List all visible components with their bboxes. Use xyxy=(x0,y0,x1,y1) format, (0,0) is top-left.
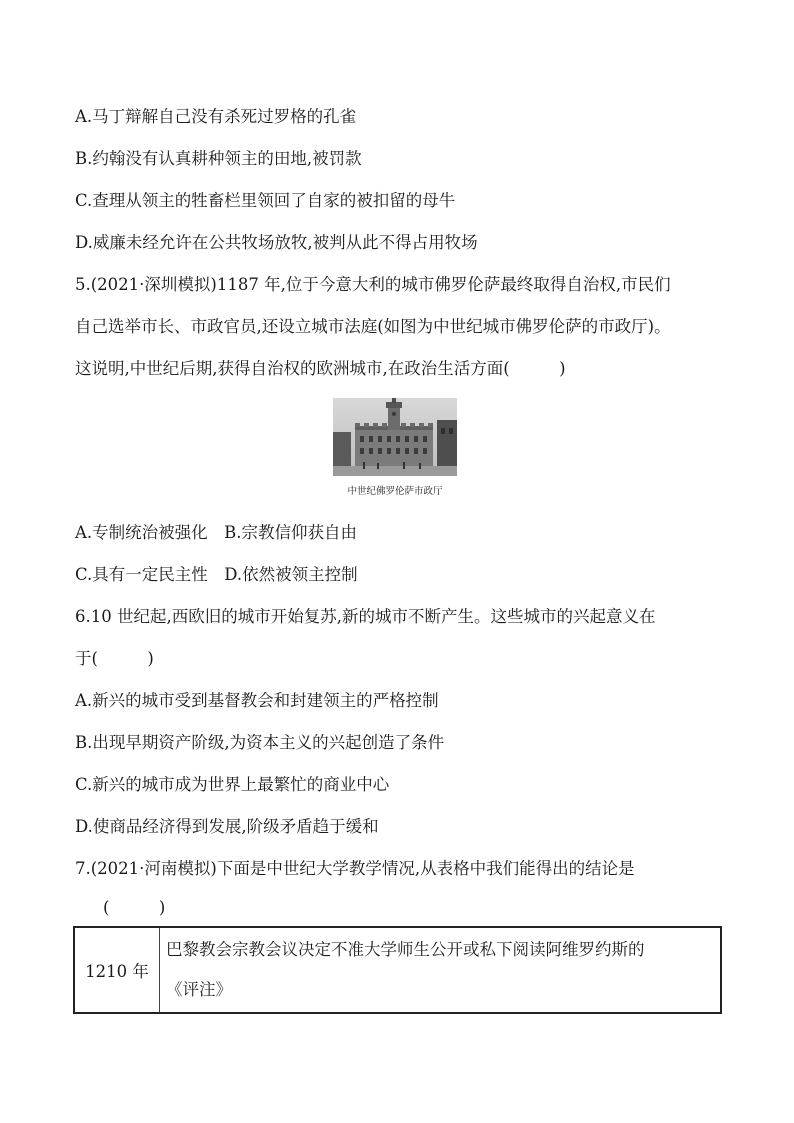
q5-stem-line-3: 这说明,中世纪后期,获得自治权的欧洲城市,在政治生活方面( ) xyxy=(75,359,566,378)
q5-options-cd: C.具有一定民主性 D.依然被领主控制 xyxy=(75,565,358,584)
q7-table xyxy=(73,926,722,1014)
table-cell-event xyxy=(160,927,722,1013)
florence-town-hall-photo xyxy=(333,398,457,476)
q4-option-d: D.威廉未经允许在公共牧场放牧,被判从此不得占用牧场 xyxy=(75,233,478,252)
q6-option-d: D.使商品经济得到发展,阶级矛盾趋于缓和 xyxy=(75,817,379,836)
table-cell-year: 1210 年 xyxy=(74,927,160,1013)
q6-stem-line-2: 于( ) xyxy=(75,649,154,668)
q5-options-ab: A.专制统治被强化 B.宗教信仰获自由 xyxy=(75,523,358,542)
q7-stem-line-1: 7.(2021·河南模拟)下面是中世纪大学教学情况,从表格中我们能得出的结论是 xyxy=(75,859,635,878)
q5-stem-line-2: 自己选举市长、市政官员,还设立城市法庭(如图为中世纪城市佛罗伦萨的市政厅)。 xyxy=(75,317,671,336)
q7-stem-line-2: ( ) xyxy=(103,898,166,917)
q4-option-a: A.马丁辩解自己没有杀死过罗格的孔雀 xyxy=(75,107,357,126)
q6-option-c: C.新兴的城市成为世界上最繁忙的商业中心 xyxy=(75,775,390,794)
q5-stem-line-1: 5.(2021·深圳模拟)1187 年,位于今意大利的城市佛罗伦萨最终取得自治权,市民们 xyxy=(75,275,671,294)
table-row xyxy=(74,927,721,1013)
table-cell-event-line-1: 巴黎教会宗教会议决定不准大学师生公开或私下阅读阿维罗约斯的 xyxy=(166,940,645,959)
q6-option-a: A.新兴的城市受到基督教会和封建领主的严格控制 xyxy=(75,691,439,710)
figure-caption: 中世纪佛罗伦萨市政厅 xyxy=(347,486,443,497)
q6-option-b: B.出现早期资产阶级,为资本主义的兴起创造了条件 xyxy=(75,733,445,752)
q6-stem-line-1: 6.10 世纪起,西欧旧的城市开始复苏,新的城市不断产生。这些城市的兴起意义在 xyxy=(75,607,656,626)
q4-option-c: C.查理从领主的牲畜栏里领回了自家的被扣留的母牛 xyxy=(75,191,456,210)
q4-option-b: B.约翰没有认真耕种领主的田地,被罚款 xyxy=(75,149,362,168)
table-cell-event-line-2: 《评注》 xyxy=(166,980,232,999)
